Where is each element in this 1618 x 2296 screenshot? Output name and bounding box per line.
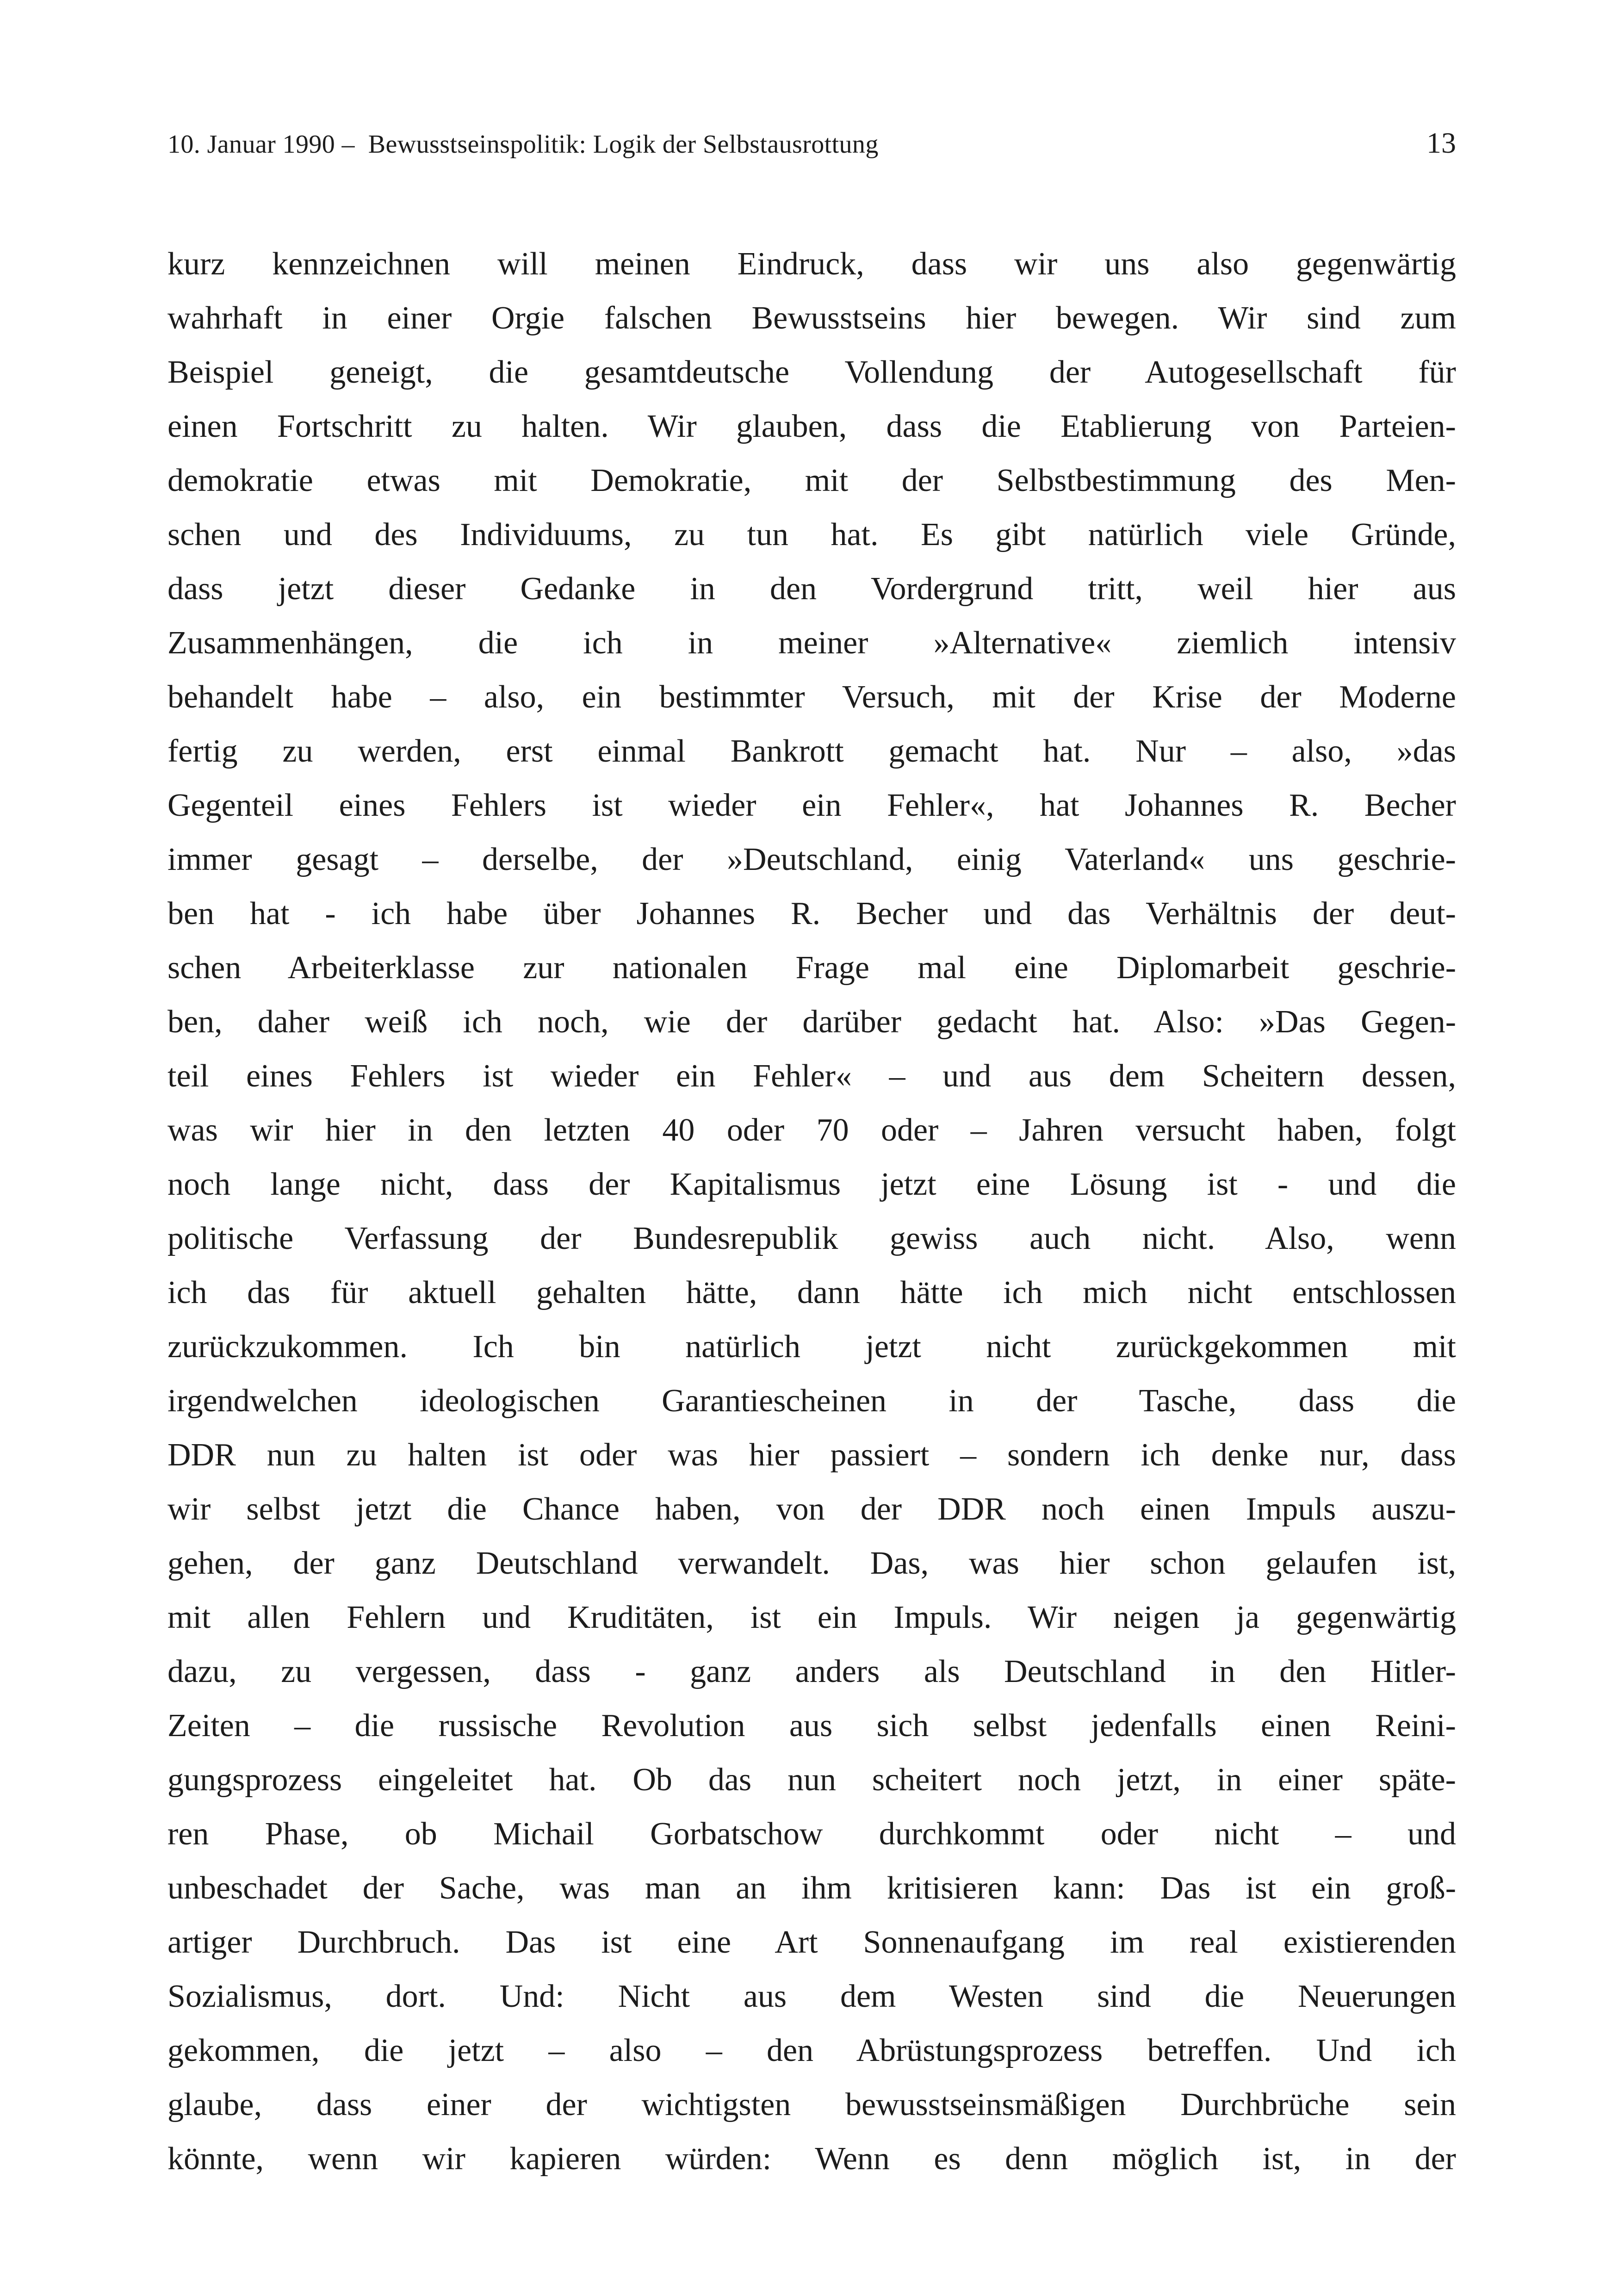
text-line: schen und des Individuums, zu tun hat. Es gibt natürlich viele Gründe, [167, 517, 1456, 552]
text-line: Zusammenhängen, die ich in meiner »Alternative« ziemlich intensiv [167, 625, 1456, 661]
text-line: artiger Durchbruch. Das ist eine Art Sonnenaufgang im real existierenden [167, 1924, 1456, 1960]
page-header [167, 126, 1456, 160]
text-line: ben, daher weiß ich noch, wie der darüber gedacht hat. Also: »Das Gegen- [167, 1004, 1456, 1040]
text-line: könnte, wenn wir kapieren würden: Wenn es denn möglich ist, in der [167, 2141, 1456, 2177]
text-line: immer gesagt – derselbe, der »Deutschland, einig Vaterland« uns geschrie- [167, 842, 1456, 877]
text-line: gekommen, die jetzt – also – den Abrüstungsprozess betreffen. Und ich [167, 2033, 1456, 2068]
text-line: ben hat - ich habe über Johannes R. Becher und das Verhältnis der deut- [167, 896, 1456, 931]
text-line: DDR nun zu halten ist oder was hier passiert – sondern ich denke nur, dass [167, 1437, 1456, 1473]
text-line: demokratie etwas mit Demokratie, mit der Selbstbestimmung des Men- [167, 463, 1456, 498]
text-line: noch lange nicht, dass der Kapitalismus jetzt eine Lösung ist - und die [167, 1167, 1456, 1202]
text-line: fertig zu werden, erst einmal Bankrott gemacht hat. Nur – also, »das [167, 733, 1456, 769]
body-text-block [167, 237, 1456, 2186]
text-line: wir selbst jetzt die Chance haben, von der DDR noch einen Impuls auszu- [167, 1491, 1456, 1527]
text-line: Sozialismus, dort. Und: Nicht aus dem Westen sind die Neuerungen [167, 1979, 1456, 2014]
text-line: ren Phase, ob Michail Gorbatschow durchkommt oder nicht – und [167, 1816, 1456, 1852]
text-line: was wir hier in den letzten 40 oder 70 oder – Jahren versucht haben, folgt [167, 1112, 1456, 1148]
text-line: Zeiten – die russische Revolution aus sich selbst jedenfalls einen Reini- [167, 1708, 1456, 1744]
text-line: Gegenteil eines Fehlers ist wieder ein Fehler«, hat Johannes R. Becher [167, 788, 1456, 823]
text-line: dass jetzt dieser Gedanke in den Vordergrund tritt, weil hier aus [167, 571, 1456, 607]
text-line: teil eines Fehlers ist wieder ein Fehler« – und aus dem Scheitern dessen, [167, 1058, 1456, 1094]
text-line: zurückzukommen. Ich bin natürlich jetzt nicht zurückgekommen mit [167, 1329, 1456, 1365]
running-header-title: 10. Januar 1990 – Bewusstseinspolitik: Logik der Selbstausrottung [167, 130, 879, 159]
text-line: irgendwelchen ideologischen Garantiescheinen in der Tasche, dass die [167, 1383, 1456, 1419]
text-line: ich das für aktuell gehalten hätte, dann hätte ich mich nicht entschlossen [167, 1275, 1456, 1310]
text-line: Beispiel geneigt, die gesamtdeutsche Vollendung der Autogesellschaft für [167, 354, 1456, 390]
text-line: gehen, der ganz Deutschland verwandelt. Das, was hier schon gelaufen ist, [167, 1545, 1456, 1581]
text-line: glaube, dass einer der wichtigsten bewusstseinsmäßigen Durchbrüche sein [167, 2087, 1456, 2122]
text-line: gungsprozess eingeleitet hat. Ob das nun scheitert noch jetzt, in einer späte- [167, 1762, 1456, 1798]
text-line: mit allen Fehlern und Kruditäten, ist ein Impuls. Wir neigen ja gegenwärtig [167, 1600, 1456, 1635]
text-line: dazu, zu vergessen, dass - ganz anders als Deutschland in den Hitler- [167, 1654, 1456, 1689]
text-line: schen Arbeiterklasse zur nationalen Frage mal eine Diplomarbeit geschrie- [167, 950, 1456, 986]
text-line: einen Fortschritt zu halten. Wir glauben, dass die Etablierung von Parteien- [167, 409, 1456, 444]
text-line: wahrhaft in einer Orgie falschen Bewusstseins hier bewegen. Wir sind zum [167, 300, 1456, 336]
text-line: kurz kennzeichnen will meinen Eindruck, dass wir uns also gegenwärtig [167, 246, 1456, 282]
text-line: politische Verfassung der Bundesrepublik gewiss auch nicht. Also, wenn [167, 1221, 1456, 1256]
text-line: behandelt habe – also, ein bestimmter Versuch, mit der Krise der Moderne [167, 679, 1456, 715]
text-line: unbeschadet der Sache, was man an ihm kritisieren kann: Das ist ein groß- [167, 1870, 1456, 1906]
page-number: 13 [1426, 126, 1456, 159]
